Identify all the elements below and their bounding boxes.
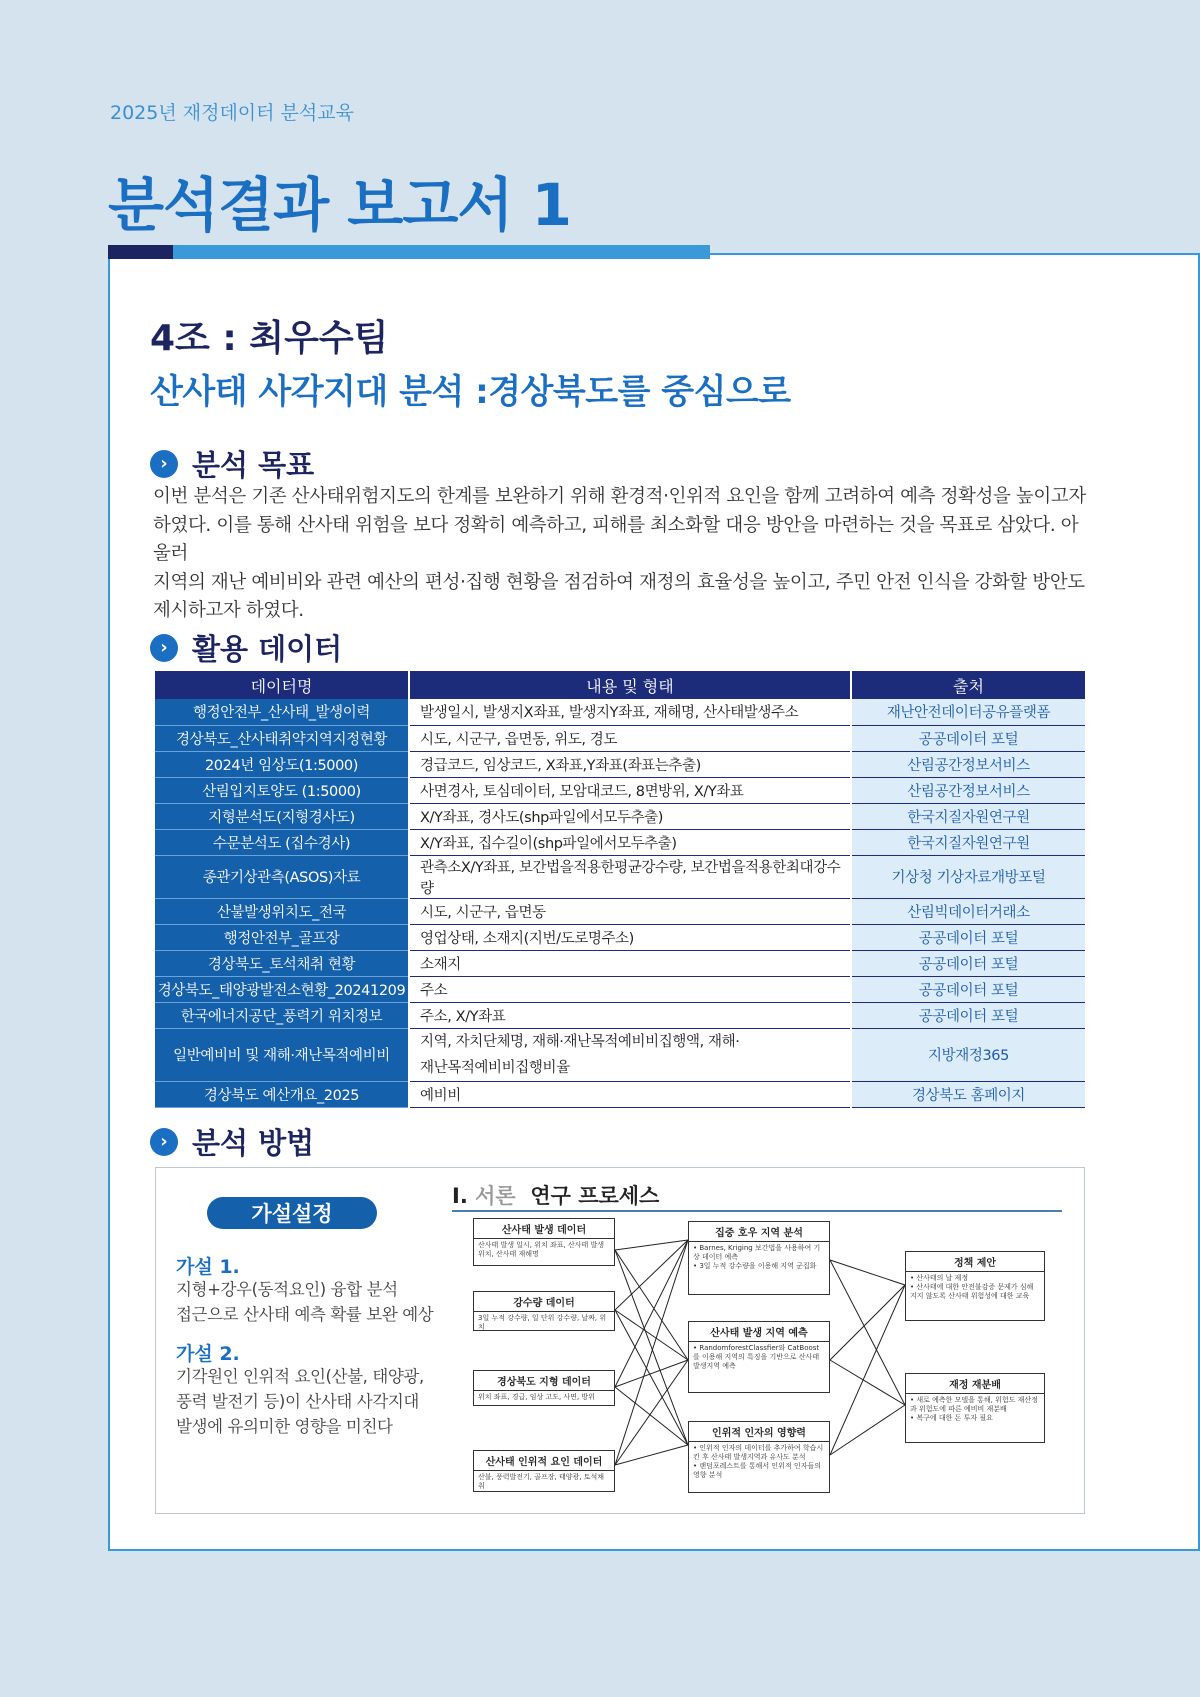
section-title: 분석 목표 [192, 448, 315, 482]
output-box-body: • 새로 예측한 모델을 통해, 위험도 재산정과 위험도에 따른 예비비 재분배 • 복구에 대한 돈 투자 필요 [910, 1396, 1038, 1422]
goal-line: 제시하고자 하였다. [153, 600, 304, 621]
header-name: 데이터명 [155, 671, 409, 699]
input-box [473, 1218, 615, 1266]
input-box-head: 강수량 데이터 [474, 1292, 614, 1312]
cell-content-line: 재난목적예비비집행비율 [420, 1059, 570, 1076]
input-box-head: 산사태 발생 데이터 [474, 1219, 614, 1239]
header-content: 내용 및 형태 [409, 671, 851, 699]
input-box-head: 경상북도 지형 데이터 [474, 1371, 614, 1391]
cell-source: 산림빅데이터거래소 [851, 898, 1085, 924]
process-title-num: I. [452, 1184, 468, 1208]
analysis-box-body: • Barnes, Kriging 보간법을 사용하여 기상 데이터 예측 • 3일 누적 강수량을 이용해 지역 군집화 [693, 1244, 821, 1270]
cell-content-line: 지역, 자치단체명, 재해·재난목적예비비집행액, 재해· [420, 1033, 740, 1050]
input-box [473, 1370, 615, 1406]
cell-content: 주소, X/Y좌표 [409, 1002, 851, 1028]
analysis-box [688, 1421, 830, 1493]
edu-label: 2025년 재정데이터 분석교육 [110, 102, 354, 124]
analysis-box [688, 1321, 830, 1393]
cell-source: 공공데이터 포털 [851, 1002, 1085, 1028]
cell-name: 산불발생위치도_전국 [155, 898, 409, 924]
hypothesis-line: 지형+강우(동적요인) 융합 분석 [176, 1280, 398, 1299]
cell-content: 사면경사, 토심데이터, 모암대코드, 8면방위, X/Y좌표 [409, 777, 851, 803]
cell-name: 경상북도_산사태취약지역지정현황 [155, 725, 409, 751]
cell-content: 예비비 [409, 1081, 851, 1107]
cell-content: 시도, 시군구, 읍면동, 위도, 경도 [409, 725, 851, 751]
cell-name: 행정안전부_골프장 [155, 924, 409, 950]
cell-name: 2024년 임상도(1:5000) [155, 751, 409, 777]
cell-source: 재난안전데이터공유플랫폼 [851, 699, 1085, 725]
cell-source: 경상북도 홈페이지 [851, 1081, 1085, 1107]
cell-name: 종관기상관측(ASOS)자료 [155, 855, 409, 898]
cell-source: 한국지질자원연구원 [851, 803, 1085, 829]
hypothesis-2-title: 가설 2. [176, 1343, 240, 1365]
report-title: 분석결과 보고서 1 [108, 171, 571, 239]
output-box-head: 재정 재분배 [906, 1374, 1044, 1394]
analysis-box [688, 1221, 830, 1295]
team-name: 4조 : 최우수팀 [150, 318, 389, 359]
cell-content: X/Y좌표, 경사도(shp파일에서모두추출) [409, 803, 851, 829]
output-box [905, 1373, 1045, 1443]
chevron-right-icon: › [150, 450, 178, 478]
cell-source: 산림공간정보서비스 [851, 777, 1085, 803]
cell-name: 한국에너지공단_풍력기 위치정보 [155, 1002, 409, 1028]
input-box [473, 1450, 615, 1492]
cell-name: 행정안전부_산사태_발생이력 [155, 699, 409, 725]
cell-name: 경상북도 예산개요_2025 [155, 1081, 409, 1107]
cell-source: 지방재정365 [851, 1028, 1085, 1081]
chevron-right-icon: › [150, 634, 178, 662]
cell-source: 기상청 기상자료개방포털 [851, 855, 1085, 898]
chevron-right-icon: › [150, 1128, 178, 1156]
hypothesis-line: 기각원인 인위적 요인(산불, 태양광, [176, 1367, 424, 1386]
cell-name: 경상북도_토석채취 현황 [155, 950, 409, 976]
hypothesis-line: 접근으로 산사태 예측 확률 보완 예상 [176, 1305, 434, 1324]
output-box-body: • 산사태의 날 제정 • 산사태에 대한 안전불감증 문제가 심해지지 않도록 산사태 위험성에 대한 교육 [910, 1274, 1034, 1300]
cell-source: 한국지질자원연구원 [851, 829, 1085, 855]
analysis-box-body: • 인위적 인자의 데이터를 추가하여 학습시킨 후 산사태 발생지역과 유사도 분석 • 랜덤포레스트를 통해서 인위적 인자들의 영향 분석 [693, 1444, 824, 1479]
goal-line: 지역의 재난 예비비와 관련 예산의 편성·집행 현황을 점검하여 재정의 효율성을 높이고, 주민 안전 인식을 강화할 방안도 [153, 571, 1085, 593]
cell-source: 공공데이터 포털 [851, 725, 1085, 751]
cell-content: 소재지 [409, 950, 851, 976]
process-title-gray: 서론 [475, 1184, 516, 1208]
analysis-box-body: • RandomforestClassfier와 CatBoost 를 이용해 지역의 특징을 기반으로 산사태 발생지역 예측 [693, 1344, 820, 1370]
goal-line: 이번 분석은 기존 산사태위험지도의 한계를 보완하기 위해 환경적·인위적 요인을 함께 고려하여 예측 정확성을 높이고자 [153, 486, 1086, 507]
input-box-body: 위치 좌표, 경급, 임상 고도, 사면, 방위 [478, 1393, 595, 1401]
cell-name: 수문분석도 (집수경사) [155, 829, 409, 855]
analysis-box-head: 집중 호우 지역 분석 [689, 1222, 829, 1242]
output-box-head: 정책 제안 [906, 1252, 1044, 1272]
hypothesis-line: 발생에 유의미한 영향을 미친다 [176, 1417, 393, 1436]
cell-source: 산림공간정보서비스 [851, 751, 1085, 777]
output-box [905, 1251, 1045, 1321]
subject-title: 산사태 사각지대 분석 :경상북도를 중심으로 [150, 372, 791, 412]
cell-name: 지형분석도(지형경사도) [155, 803, 409, 829]
hypothesis-pill: 가설설정 [207, 1197, 377, 1229]
cell-name: 산림입지토양도 (1:5000) [155, 777, 409, 803]
cell-name: 일반예비비 및 재해·재난목적예비비 [155, 1028, 409, 1081]
section-title: 활용 데이터 [192, 632, 343, 666]
input-box-body: 산사태 발생 일시, 위치 좌표, 산사태 발생 위치, 산사태 재해명 [478, 1241, 604, 1258]
cell-content: 주소 [409, 976, 851, 1002]
cell-source: 공공데이터 포털 [851, 924, 1085, 950]
analysis-box-head: 산사태 발생 지역 예측 [689, 1322, 829, 1342]
cell-source: 공공데이터 포털 [851, 976, 1085, 1002]
section-title: 분석 방법 [192, 1126, 315, 1160]
hypothesis-1-title: 가설 1. [176, 1256, 240, 1278]
cell-content: 시도, 시군구, 읍면동 [409, 898, 851, 924]
cell-content: 영업상태, 소재지(지번/도로명주소) [409, 924, 851, 950]
analysis-box-head: 인위적 인자의 영향력 [689, 1422, 829, 1442]
cell-source: 공공데이터 포털 [851, 950, 1085, 976]
input-box-head: 산사태 인위적 요인 데이터 [474, 1451, 614, 1471]
input-box-body: 3일 누적 강수량, 일 단위 강수량, 날짜, 위치 [478, 1314, 607, 1331]
goal-line: 하였다. 이를 통해 산사태 위험을 보다 정확히 예측하고, 피해를 최소화할 대응 방안을 마련하는 것을 목표로 삼았다. 아울러 [153, 514, 1079, 564]
cell-content: X/Y좌표, 집수길이(shp파일에서모두추출) [409, 829, 851, 855]
input-box-body: 산불, 풍력발전기, 골프장, 태양광, 토석채취 [478, 1473, 604, 1490]
input-box [473, 1291, 615, 1331]
cell-content: 발생일시, 발생지X좌표, 발생지Y좌표, 재해명, 산사태발생주소 [409, 699, 851, 725]
hypothesis-line: 풍력 발전기 등)이 산사태 사각지대 [176, 1392, 419, 1411]
process-title-main: 연구 프로세스 [530, 1184, 660, 1208]
cell-name: 경상북도_태양광발전소현황_20241209 [155, 976, 409, 1002]
header-source: 출처 [851, 671, 1085, 699]
cell-content: 경급코드, 임상코드, X좌표,Y좌표(좌표는추출) [409, 751, 851, 777]
cell-content: 관측소X/Y좌표, 보간법을적용한평균강수량, 보간법을적용한최대강수량 [409, 855, 851, 898]
